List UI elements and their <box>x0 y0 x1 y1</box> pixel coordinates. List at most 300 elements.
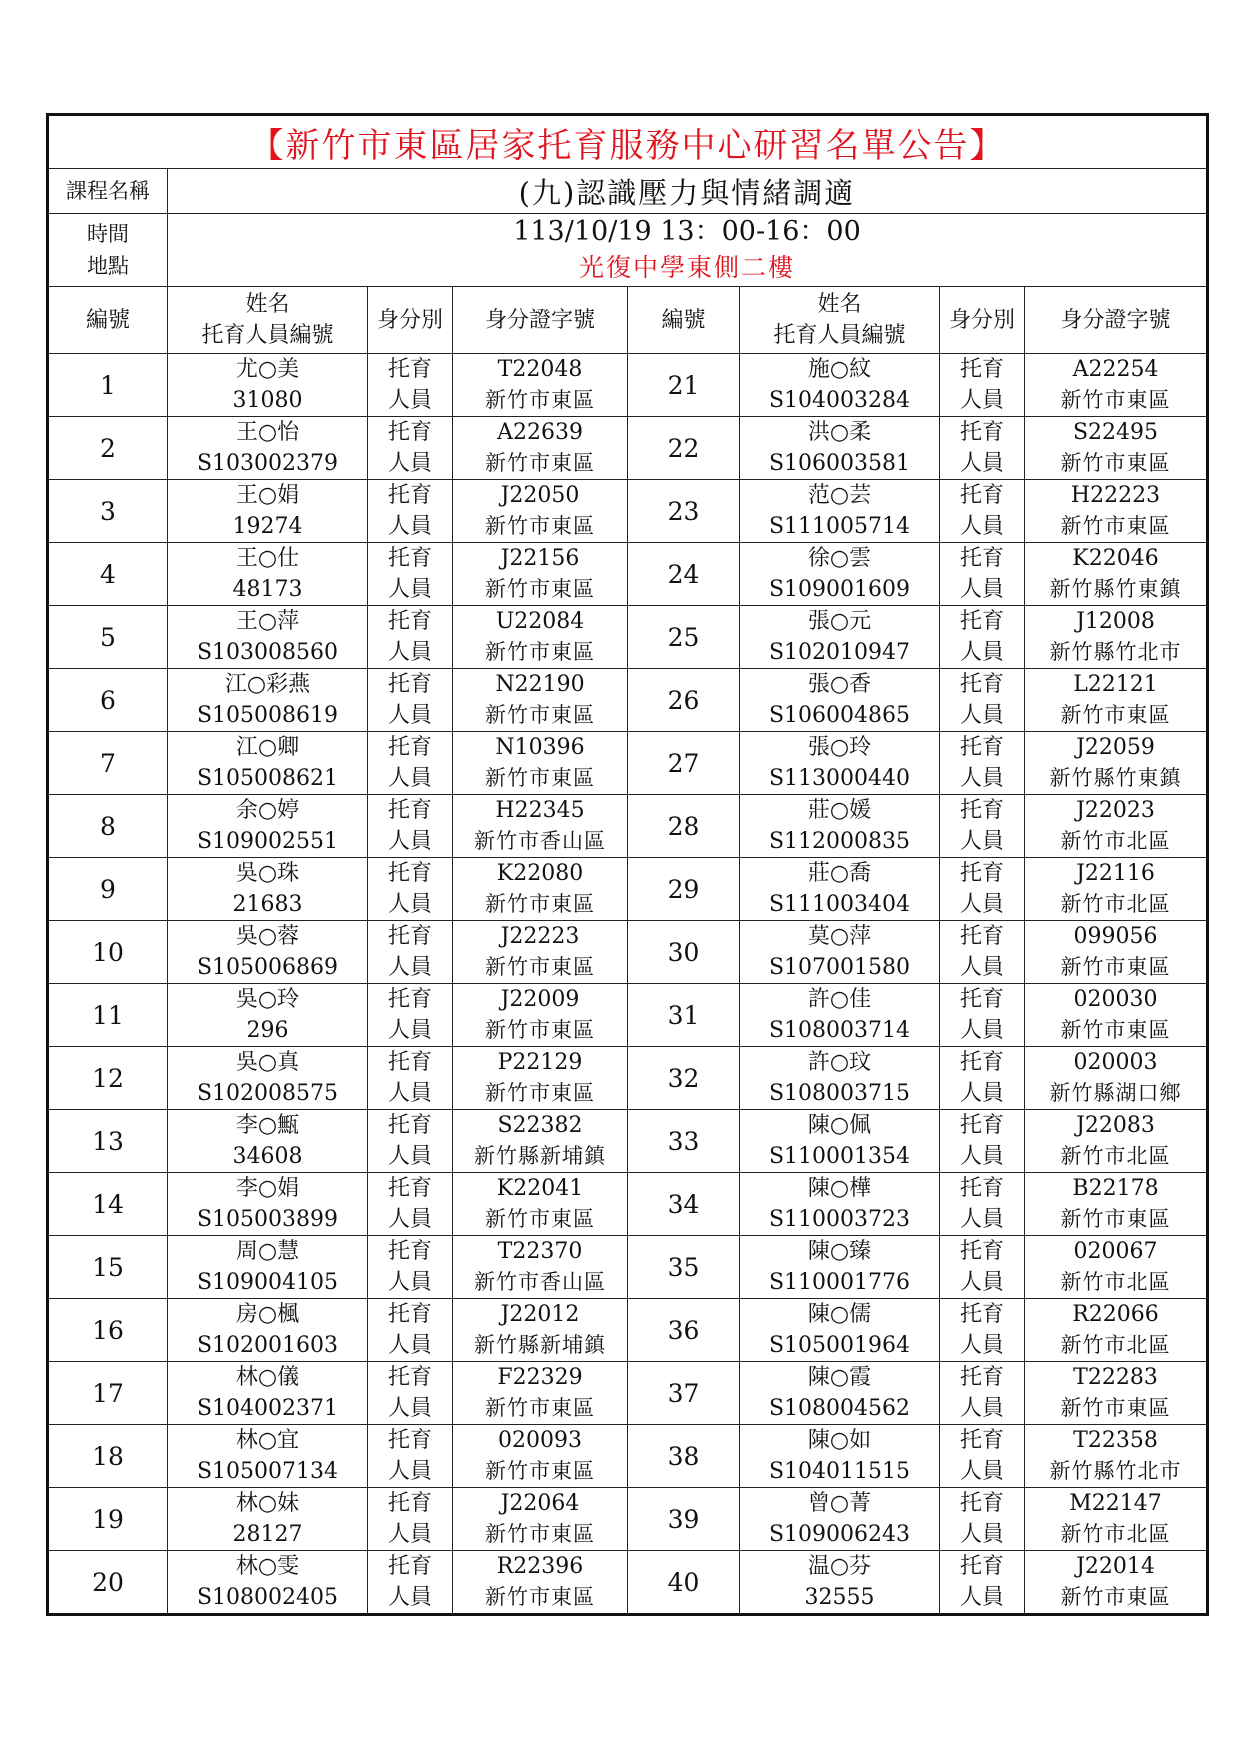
entry-no: 3 <box>48 480 168 543</box>
entry-role-line2: 人員 <box>387 1207 432 1232</box>
entry-id-code: H22345 <box>495 798 585 823</box>
entry-code: S111005714 <box>768 514 911 539</box>
entry-name-code <box>168 606 368 669</box>
entry-name-code <box>168 669 368 732</box>
entry-name: 温○芬 <box>807 1554 872 1579</box>
entry-code: S103002379 <box>196 451 339 476</box>
entry-name-code <box>740 732 940 795</box>
entry-no: 35 <box>628 1236 740 1299</box>
entry-role-line1: 托育 <box>959 483 1004 508</box>
entry-region: 新竹縣竹東鎮 <box>1049 577 1182 601</box>
entry-no: 36 <box>628 1299 740 1362</box>
entry-no: 37 <box>628 1362 740 1425</box>
datetime: 113/10/19 13：00-16：00 <box>513 216 861 247</box>
entry-name: 尤○美 <box>235 357 300 382</box>
entry-no: 22 <box>628 417 740 480</box>
entry-role-line2: 人員 <box>959 1522 1004 1547</box>
entry-role-line1: 托育 <box>959 420 1004 445</box>
entry-code: S104003284 <box>768 388 911 413</box>
table-row <box>48 417 1208 480</box>
entry-no: 20 <box>48 1551 168 1615</box>
entry-role <box>368 921 453 984</box>
entry-name: 徐○雲 <box>807 546 872 571</box>
entry-name: 李○甒 <box>235 1113 300 1138</box>
entry-id-code: N22190 <box>495 672 585 697</box>
entry-name-code <box>168 1488 368 1551</box>
entry-code: S109001609 <box>768 577 911 602</box>
entry-role <box>368 354 453 417</box>
entry-name: 李○娟 <box>235 1176 300 1201</box>
entry-name-code <box>168 354 368 417</box>
table-row <box>48 1047 1208 1110</box>
entry-id-code: J22116 <box>1076 861 1155 886</box>
entry-role-line2: 人員 <box>387 1270 432 1295</box>
roster-table <box>46 113 1209 1616</box>
entry-name-code <box>740 795 940 858</box>
entry-code: 34608 <box>232 1144 303 1169</box>
entry-role-line2: 人員 <box>959 1270 1004 1295</box>
entry-no: 8 <box>48 795 168 858</box>
header-role: 身分別 <box>368 287 453 354</box>
entry-name: 莫○萍 <box>807 924 872 949</box>
entry-id-code: S22382 <box>497 1113 583 1138</box>
entry-id <box>1025 1488 1208 1551</box>
entry-role-line2: 人員 <box>387 1144 432 1169</box>
entry-code: S105008619 <box>196 703 339 728</box>
entry-id-code: T22283 <box>1073 1365 1158 1390</box>
entry-role <box>368 1362 453 1425</box>
entry-role <box>368 795 453 858</box>
entry-role-line1: 托育 <box>959 357 1004 382</box>
entry-role-line2: 人員 <box>959 1018 1004 1043</box>
entry-role-line1: 托育 <box>387 1365 432 1390</box>
entry-id <box>453 1173 628 1236</box>
table-row <box>48 921 1208 984</box>
entry-role-line1: 托育 <box>959 1365 1004 1390</box>
table-row <box>48 669 1208 732</box>
entry-role-line2: 人員 <box>387 577 432 602</box>
entry-name: 范○芸 <box>807 483 872 508</box>
entry-id <box>453 984 628 1047</box>
entry-region: 新竹市東區 <box>485 388 595 412</box>
entry-name: 王○萍 <box>235 609 300 634</box>
entry-code: S102010947 <box>768 640 911 665</box>
entry-name-code <box>740 1425 940 1488</box>
entry-no: 23 <box>628 480 740 543</box>
entry-role-line1: 托育 <box>959 1302 1004 1327</box>
entry-role-line1: 托育 <box>959 987 1004 1012</box>
entry-id-code: 020030 <box>1073 987 1158 1012</box>
entry-id <box>453 1551 628 1615</box>
entry-name: 洪○柔 <box>807 420 872 445</box>
entry-code: S108003715 <box>768 1081 911 1106</box>
entry-name-code <box>168 984 368 1047</box>
entry-region: 新竹市東區 <box>1060 703 1171 727</box>
entry-name: 陳○霞 <box>807 1365 872 1390</box>
entry-no: 10 <box>48 921 168 984</box>
entry-id <box>453 858 628 921</box>
entry-name: 陳○樺 <box>807 1176 872 1201</box>
entry-id <box>1025 354 1208 417</box>
entry-region: 新竹市北區 <box>1060 892 1171 916</box>
entry-id-code: T22048 <box>497 357 583 382</box>
entry-id <box>453 1488 628 1551</box>
entry-role-line2: 人員 <box>387 1396 432 1421</box>
entry-role-line2: 人員 <box>959 892 1004 917</box>
entry-name-code <box>740 543 940 606</box>
entry-role-line2: 人員 <box>387 1081 432 1106</box>
entry-region: 新竹市東區 <box>485 1522 595 1546</box>
entry-name: 陳○佩 <box>807 1113 872 1138</box>
entry-role <box>940 1551 1025 1615</box>
entry-region: 新竹市東區 <box>485 640 595 664</box>
entry-name: 林○儀 <box>235 1365 300 1390</box>
entry-name-code <box>168 1173 368 1236</box>
entry-region: 新竹市東區 <box>485 1396 595 1420</box>
entry-role-line1: 托育 <box>959 1239 1004 1264</box>
entry-id-code: J22009 <box>500 987 580 1012</box>
entry-id-code: J22023 <box>1076 798 1155 823</box>
entry-no: 26 <box>628 669 740 732</box>
entry-name-code <box>168 480 368 543</box>
entry-no: 29 <box>628 858 740 921</box>
entry-region: 新竹縣湖口鄉 <box>1049 1081 1182 1105</box>
entry-role-line2: 人員 <box>959 1585 1004 1610</box>
entry-name-code <box>168 732 368 795</box>
entry-id <box>453 1236 628 1299</box>
entry-code: S109004105 <box>196 1270 339 1295</box>
header-name-right <box>740 287 940 354</box>
entry-code: S113000440 <box>768 766 911 791</box>
entry-name: 張○玲 <box>807 735 872 760</box>
entry-id <box>1025 1173 1208 1236</box>
entry-id <box>453 795 628 858</box>
table-row <box>48 732 1208 795</box>
entry-role <box>368 480 453 543</box>
page-title: 【新竹市東區居家托育服務中心研習名單公告】 <box>48 115 1208 169</box>
entry-id <box>1025 1299 1208 1362</box>
entry-role-line1: 托育 <box>959 1491 1004 1516</box>
entry-role-line1: 托育 <box>959 798 1004 823</box>
entry-id-code: R22066 <box>1072 1302 1159 1327</box>
entry-role-line1: 托育 <box>959 1050 1004 1075</box>
entry-id-code: U22084 <box>495 609 585 634</box>
entry-role-line2: 人員 <box>959 1144 1004 1169</box>
entry-id-code: J22083 <box>1076 1113 1155 1138</box>
entry-role <box>940 1488 1025 1551</box>
entry-no: 27 <box>628 732 740 795</box>
entry-code: S108002405 <box>196 1585 339 1610</box>
entry-role <box>940 921 1025 984</box>
entry-id-code: K22046 <box>1072 546 1159 571</box>
entry-name: 吳○蓉 <box>235 924 300 949</box>
entry-name-code <box>740 1110 940 1173</box>
entry-name-code <box>740 1047 940 1110</box>
entry-id <box>453 606 628 669</box>
header-id: 身分證字號 <box>453 287 628 354</box>
entry-name: 周○慧 <box>235 1239 300 1264</box>
entry-id <box>1025 858 1208 921</box>
entry-code: 48173 <box>232 577 303 602</box>
entry-id-code: K22080 <box>496 861 584 886</box>
entry-role-line1: 托育 <box>959 672 1004 697</box>
entry-name: 陳○臻 <box>807 1239 872 1264</box>
entry-role <box>940 1299 1025 1362</box>
entry-id-code: J12008 <box>1076 609 1155 634</box>
roster-body <box>48 354 1208 1615</box>
table-row <box>48 1425 1208 1488</box>
entry-role <box>368 543 453 606</box>
entry-role <box>368 1173 453 1236</box>
entry-id-code: K22041 <box>496 1176 584 1201</box>
entry-region: 新竹市東區 <box>1060 1018 1171 1042</box>
entry-name-code <box>740 1362 940 1425</box>
entry-role-line1: 托育 <box>959 1554 1004 1579</box>
entry-role-line2: 人員 <box>959 1396 1004 1421</box>
entry-no: 38 <box>628 1425 740 1488</box>
entry-name-code <box>168 1236 368 1299</box>
entry-code: 32555 <box>804 1585 875 1610</box>
entry-name-code <box>740 354 940 417</box>
entry-id-code: N10396 <box>495 735 585 760</box>
header-name <box>168 287 368 354</box>
entry-role <box>940 354 1025 417</box>
entry-id-code: H22223 <box>1070 483 1161 508</box>
entry-code: S106004865 <box>768 703 911 728</box>
entry-code: S102008575 <box>196 1081 339 1106</box>
entry-region: 新竹市東區 <box>485 1585 595 1609</box>
entry-name-code <box>740 858 940 921</box>
entry-name-code <box>740 1299 940 1362</box>
header-id-right: 身分證字號 <box>1025 287 1208 354</box>
entry-no: 13 <box>48 1110 168 1173</box>
table-row <box>48 354 1208 417</box>
entry-code: S111003404 <box>768 892 911 917</box>
entry-code: S105006869 <box>196 955 339 980</box>
header-name-right-line2: 托育人員編號 <box>773 323 906 348</box>
entry-id <box>1025 1425 1208 1488</box>
entry-id-code: T22370 <box>497 1239 583 1264</box>
entry-code: S109002551 <box>196 829 339 854</box>
entry-no: 33 <box>628 1110 740 1173</box>
entry-role-line2: 人員 <box>387 1585 432 1610</box>
entry-no: 32 <box>628 1047 740 1110</box>
entry-name-code <box>168 858 368 921</box>
entry-code: S105007134 <box>196 1459 339 1484</box>
entry-role <box>940 417 1025 480</box>
entry-role <box>368 1551 453 1615</box>
table-row <box>48 858 1208 921</box>
entry-name: 施○紋 <box>807 357 872 382</box>
entry-role <box>940 1362 1025 1425</box>
entry-role-line1: 托育 <box>387 546 432 571</box>
entry-role-line1: 托育 <box>959 609 1004 634</box>
entry-name-code <box>168 543 368 606</box>
entry-id <box>1025 984 1208 1047</box>
entry-name: 林○宜 <box>235 1428 300 1453</box>
announcement-sheet <box>46 113 1206 1616</box>
entry-role-line2: 人員 <box>959 703 1004 728</box>
entry-region: 新竹市東區 <box>485 1207 595 1231</box>
entry-no: 15 <box>48 1236 168 1299</box>
entry-role-line1: 托育 <box>959 1113 1004 1138</box>
time-place-cell <box>168 214 1208 287</box>
entry-role-line2: 人員 <box>387 388 432 413</box>
entry-name: 吳○真 <box>235 1050 300 1075</box>
entry-id <box>1025 795 1208 858</box>
entry-name: 王○仕 <box>235 546 300 571</box>
entry-code: 19274 <box>232 514 303 539</box>
entry-role-line1: 托育 <box>387 861 432 886</box>
entry-name: 江○彩燕 <box>224 672 311 697</box>
entry-region: 新竹市東區 <box>485 1018 595 1042</box>
table-row <box>48 1173 1208 1236</box>
entry-role <box>940 480 1025 543</box>
entry-name: 許○玟 <box>807 1050 872 1075</box>
entry-code: S105001964 <box>768 1333 911 1358</box>
entry-id <box>1025 1047 1208 1110</box>
entry-role-line2: 人員 <box>387 1522 432 1547</box>
table-row <box>48 984 1208 1047</box>
entry-region: 新竹市東區 <box>1060 955 1171 979</box>
entry-role-line1: 托育 <box>387 1050 432 1075</box>
entry-id <box>1025 417 1208 480</box>
entry-id-code: 020067 <box>1073 1239 1158 1264</box>
entry-role-line2: 人員 <box>959 766 1004 791</box>
entry-id <box>453 1110 628 1173</box>
table-row <box>48 795 1208 858</box>
entry-id <box>453 480 628 543</box>
entry-id-code: S22495 <box>1072 420 1159 445</box>
entry-id <box>1025 543 1208 606</box>
entry-role-line1: 托育 <box>387 798 432 823</box>
entry-id <box>1025 1110 1208 1173</box>
entry-id-code: J22223 <box>500 924 580 949</box>
entry-id-code: J22156 <box>500 546 580 571</box>
entry-code: S109006243 <box>768 1522 911 1547</box>
entry-role <box>368 732 453 795</box>
entry-region: 新竹市北區 <box>1060 1333 1171 1357</box>
entry-id <box>453 1362 628 1425</box>
entry-name-code <box>168 417 368 480</box>
entry-region: 新竹市東區 <box>485 766 595 790</box>
entry-role <box>368 1488 453 1551</box>
entry-id <box>453 921 628 984</box>
entry-region: 新竹市北區 <box>1060 1270 1171 1294</box>
entry-role <box>368 417 453 480</box>
entry-role-line2: 人員 <box>959 955 1004 980</box>
course-name: (九)認識壓力與情緒調適 <box>168 169 1208 214</box>
entry-role <box>940 732 1025 795</box>
entry-name-code <box>740 1551 940 1615</box>
entry-region: 新竹市香山區 <box>474 829 606 853</box>
entry-name-code <box>168 1362 368 1425</box>
entry-id <box>453 732 628 795</box>
entry-name-code <box>740 606 940 669</box>
entry-name: 許○佳 <box>807 987 872 1012</box>
entry-role-line1: 托育 <box>387 357 432 382</box>
entry-name-code <box>168 1299 368 1362</box>
entry-region: 新竹市東區 <box>1060 514 1171 538</box>
entry-region: 新竹市東區 <box>485 514 595 538</box>
header-name-line1: 姓名 <box>245 292 290 317</box>
entry-name: 張○香 <box>807 672 872 697</box>
entry-id <box>453 417 628 480</box>
header-no: 編號 <box>48 287 168 354</box>
entry-region: 新竹市東區 <box>485 577 595 601</box>
place: 光復中學東側二樓 <box>578 253 795 282</box>
entry-name: 莊○媛 <box>807 798 872 823</box>
header-no-right: 編號 <box>628 287 740 354</box>
entry-role-line2: 人員 <box>387 892 432 917</box>
entry-id <box>453 354 628 417</box>
entry-code: S106003581 <box>768 451 911 476</box>
entry-no: 18 <box>48 1425 168 1488</box>
entry-role-line2: 人員 <box>387 703 432 728</box>
entry-name: 莊○喬 <box>807 861 872 886</box>
table-row <box>48 606 1208 669</box>
entry-role-line2: 人員 <box>959 829 1004 854</box>
table-row <box>48 1362 1208 1425</box>
entry-name: 江○卿 <box>235 735 300 760</box>
place-label: 地點 <box>87 254 129 278</box>
entry-region: 新竹市東區 <box>485 955 595 979</box>
entry-name-code <box>168 1047 368 1110</box>
entry-region: 新竹縣竹北市 <box>1049 1459 1182 1483</box>
table-row <box>48 1551 1208 1615</box>
entry-role-line1: 托育 <box>959 1428 1004 1453</box>
course-label: 課程名稱 <box>48 169 168 214</box>
entry-role <box>940 1173 1025 1236</box>
entry-role-line2: 人員 <box>959 451 1004 476</box>
entry-no: 9 <box>48 858 168 921</box>
header-name-right-line1: 姓名 <box>817 292 862 317</box>
entry-id-code: M22147 <box>1069 1491 1162 1516</box>
entry-id-code: J22014 <box>1076 1554 1155 1579</box>
entry-role <box>940 1236 1025 1299</box>
entry-role-line1: 托育 <box>387 1239 432 1264</box>
entry-code: S110003723 <box>768 1207 911 1232</box>
entry-id <box>453 1425 628 1488</box>
entry-no: 16 <box>48 1299 168 1362</box>
entry-region: 新竹市東區 <box>485 451 595 475</box>
entry-code: S104002371 <box>196 1396 339 1421</box>
entry-role-line1: 托育 <box>387 735 432 760</box>
entry-id-code: F22329 <box>497 1365 583 1390</box>
entry-region: 新竹縣新埔鎮 <box>474 1144 606 1168</box>
entry-role-line2: 人員 <box>387 955 432 980</box>
entry-role-line1: 托育 <box>387 1302 432 1327</box>
entry-role <box>368 669 453 732</box>
entry-region: 新竹市東區 <box>1060 1207 1171 1231</box>
entry-id-code: 020093 <box>498 1428 582 1453</box>
entry-role <box>940 606 1025 669</box>
time-place-label <box>48 214 168 287</box>
entry-role <box>940 1110 1025 1173</box>
entry-role <box>368 1110 453 1173</box>
entry-id-code: P22129 <box>497 1050 583 1075</box>
entry-no: 21 <box>628 354 740 417</box>
entry-code: 21683 <box>232 892 303 917</box>
entry-id-code: R22396 <box>496 1554 584 1579</box>
entry-role-line1: 托育 <box>387 672 432 697</box>
entry-role-line1: 托育 <box>387 987 432 1012</box>
entry-no: 28 <box>628 795 740 858</box>
entry-role-line2: 人員 <box>959 1333 1004 1358</box>
entry-name: 房○楓 <box>235 1302 300 1327</box>
entry-code: S107001580 <box>768 955 911 980</box>
entry-no: 14 <box>48 1173 168 1236</box>
